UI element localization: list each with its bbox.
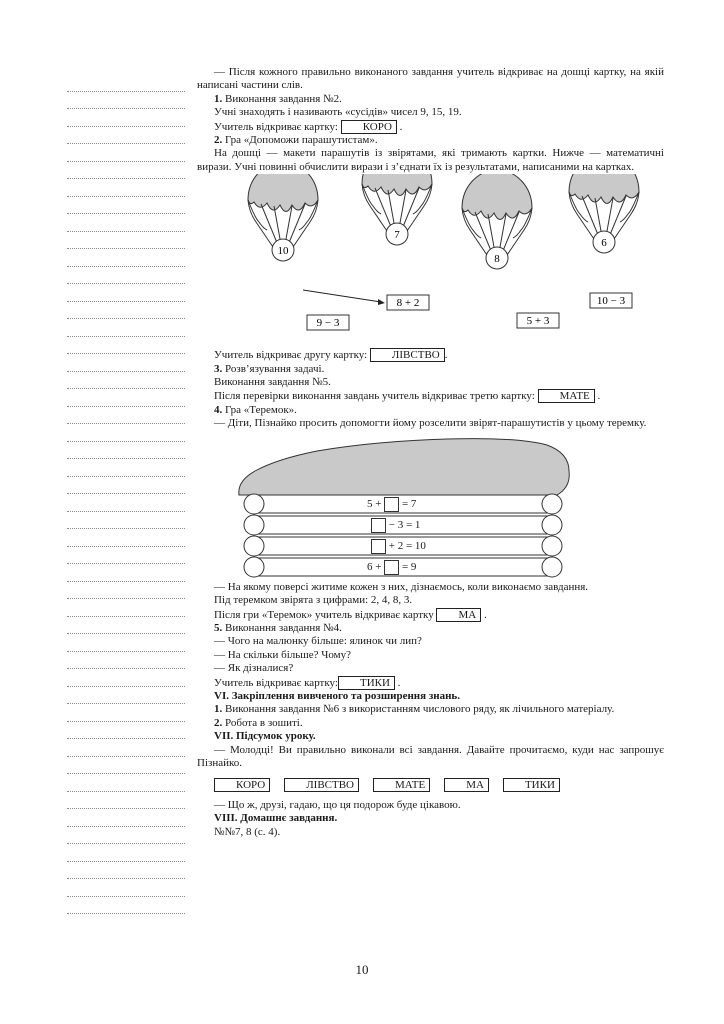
- margin-line: [67, 494, 185, 512]
- teremok-equations: [367, 497, 487, 581]
- equation-row-2: − 3 = 1: [367, 518, 487, 539]
- equation-row-3: + 2 = 10: [367, 539, 487, 560]
- expression-2: 9 − 3: [316, 317, 340, 330]
- final-card-3: МАТЕ: [373, 778, 430, 792]
- section-6-heading: VI. Закріплення вивченого та розширення знань.: [214, 689, 460, 702]
- margin-line: [67, 337, 185, 355]
- open-card-4: Після гри «Теремок» учитель відкриває картку МА .: [214, 608, 487, 621]
- answer-box-4[interactable]: [384, 560, 399, 575]
- open-card-5: Учитель відкриває картку: ТИКИ .: [214, 676, 401, 689]
- margin-line: [67, 617, 185, 635]
- expression-3: 5 + 3: [526, 315, 550, 328]
- margin-line: [67, 634, 185, 652]
- paragraph-teremok: — Діти, Пізнайко просить допомогти йому розселити звірят-парашутистів у цьому теремку.: [214, 417, 647, 430]
- margin-line: [67, 477, 185, 495]
- margin-line: [67, 354, 185, 372]
- margin-line: [67, 144, 185, 162]
- margin-line: [67, 92, 185, 110]
- margin-line: [67, 162, 185, 180]
- margin-line: [67, 284, 185, 302]
- margin-line: [67, 442, 185, 460]
- margin-line: [67, 599, 185, 617]
- parachute-number-2: 7: [394, 229, 400, 242]
- margin-line: [67, 109, 185, 127]
- margin-line: [67, 424, 185, 442]
- word-card-3: МАТЕ: [538, 389, 595, 403]
- margin-line: [67, 862, 185, 880]
- margin-line: [67, 319, 185, 337]
- word-card-2: ЛІВСТВО: [370, 348, 445, 362]
- margin-line: [67, 774, 185, 792]
- margin-line: [67, 74, 185, 92]
- margin-line: [67, 389, 185, 407]
- answer-box-3[interactable]: [371, 539, 386, 554]
- open-card-3: Після перевірки виконання завдань учитель відкриває третю картку: МАТЕ .: [214, 390, 601, 403]
- margin-line: [67, 792, 185, 810]
- task-3: 3. Розв’язування задачі.: [214, 362, 325, 375]
- question-2: — На скільки більше? Чому?: [214, 648, 352, 661]
- margin-line: [67, 197, 185, 215]
- expression-4: 10 − 3: [596, 295, 626, 308]
- margin-line: [67, 844, 185, 862]
- margin-line: [67, 687, 185, 705]
- task-3-description: Виконання завдання №5.: [214, 376, 331, 389]
- open-card-2: Учитель відкриває другу картку: ЛІВСТВО .: [214, 349, 448, 362]
- question-3: — Як дізналися?: [214, 662, 294, 675]
- equation-row-1: 5 + = 7: [367, 497, 417, 510]
- word-card-1: КОРО: [341, 120, 397, 134]
- open-card-1: Учитель відкриває картку: КОРО .: [214, 120, 403, 133]
- paragraph-floors: — На якому поверсі житиме кожен з них, дізнаємось, коли виконаємо завдання.: [214, 580, 589, 593]
- paragraph-animals: Під теремком звірята з цифрами: 2, 4, 8, 3.: [214, 594, 413, 607]
- margin-line: [67, 669, 185, 687]
- expression-1: 8 + 2: [396, 297, 420, 310]
- margin-line: [67, 757, 185, 775]
- paragraph-journey: — Що ж, друзі, гадаю, що ця подорож буде цікавою.: [214, 798, 461, 811]
- teremok-figure: [197, 431, 664, 581]
- final-card-5: ТИКИ: [503, 778, 560, 792]
- parachute-number-4: 6: [601, 237, 607, 250]
- paragraph-board: На дошці — макети парашутів із звірятами, які тримають картки. Нижче — математичні вирази. Учні повинні обчислити вирази і з’єднати їх із результатами, написаними на картках.: [197, 147, 664, 173]
- margin-line: [67, 372, 185, 390]
- margin-line: [67, 547, 185, 565]
- question-1: — Чого на малюнку більше: ялинок чи лип?: [214, 635, 422, 648]
- final-card-2: ЛІВСТВО: [284, 778, 359, 792]
- section-6-item-2: 2. Робота в зошиті.: [214, 716, 303, 729]
- final-cards-row: [197, 778, 664, 792]
- section-6-item-1: 1. Виконання завдання №6 з використанням числового ряду, як лічильного матеріалу.: [214, 703, 615, 716]
- margin-line: [67, 879, 185, 897]
- arrow-head: [378, 299, 385, 305]
- margin-line: [67, 232, 185, 250]
- page-number: 10: [355, 962, 369, 977]
- margin-line: [67, 302, 185, 320]
- paragraph-summary: — Молодці! Ви правильно виконали всі завдання. Давайте прочитаємо, куди нас запрошує Пізнайко.: [197, 743, 664, 769]
- margin-line: [67, 739, 185, 757]
- margin-line: [67, 652, 185, 670]
- margin-line: [67, 267, 185, 285]
- margin-line: [67, 897, 185, 915]
- paragraph-intro: — Після кожного правильно виконаного завдання учитель відкриває на дошці картку, на якій написані частини слів.: [197, 66, 664, 92]
- word-card-5: ТИКИ: [338, 676, 395, 690]
- teremok-roof: [239, 438, 569, 494]
- margin-line: [67, 249, 185, 267]
- word-card-4: МА: [436, 608, 481, 622]
- margin-line: [67, 704, 185, 722]
- margin-note-lines: [67, 74, 185, 914]
- margin-line: [67, 827, 185, 845]
- connection-arrow: [303, 290, 381, 302]
- margin-line: [67, 512, 185, 530]
- margin-line: [67, 459, 185, 477]
- equation-row-4: 6 + = 9: [367, 560, 417, 573]
- margin-line: [67, 127, 185, 145]
- task-4: 4. Гра «Теремок».: [214, 403, 297, 416]
- margin-line: [67, 582, 185, 600]
- homework: №№7, 8 (с. 4).: [214, 825, 281, 838]
- margin-line: [67, 407, 185, 425]
- parachute-number-3: 8: [494, 253, 500, 266]
- margin-line: [67, 214, 185, 232]
- parachute-number-1: 10: [277, 245, 289, 258]
- task-5: 5. Виконання завдання №4.: [214, 621, 342, 634]
- margin-line: [67, 529, 185, 547]
- margin-line: [67, 179, 185, 197]
- answer-box-1[interactable]: [384, 497, 399, 512]
- task-1-description: Учні знаходять і називають «сусідів» чисел 9, 15, 19.: [214, 106, 462, 119]
- parachute-3: [462, 174, 532, 258]
- final-card-1: КОРО: [214, 778, 270, 792]
- margin-line: [67, 809, 185, 827]
- margin-line: [67, 722, 185, 740]
- parachutes-figure: [197, 174, 664, 348]
- section-8-heading: VIII. Домашнє завдання.: [214, 812, 338, 825]
- task-2: 2. Гра «Допоможи парашутистам».: [214, 134, 378, 147]
- answer-box-2[interactable]: [371, 518, 386, 533]
- page-text: [197, 66, 664, 839]
- task-1: 1. Виконання завдання №2.: [214, 92, 342, 105]
- final-card-4: МА: [444, 778, 489, 792]
- margin-line: [67, 564, 185, 582]
- section-7-heading: VII. Підсумок уроку.: [214, 730, 316, 743]
- parachutes-svg: [197, 174, 664, 348]
